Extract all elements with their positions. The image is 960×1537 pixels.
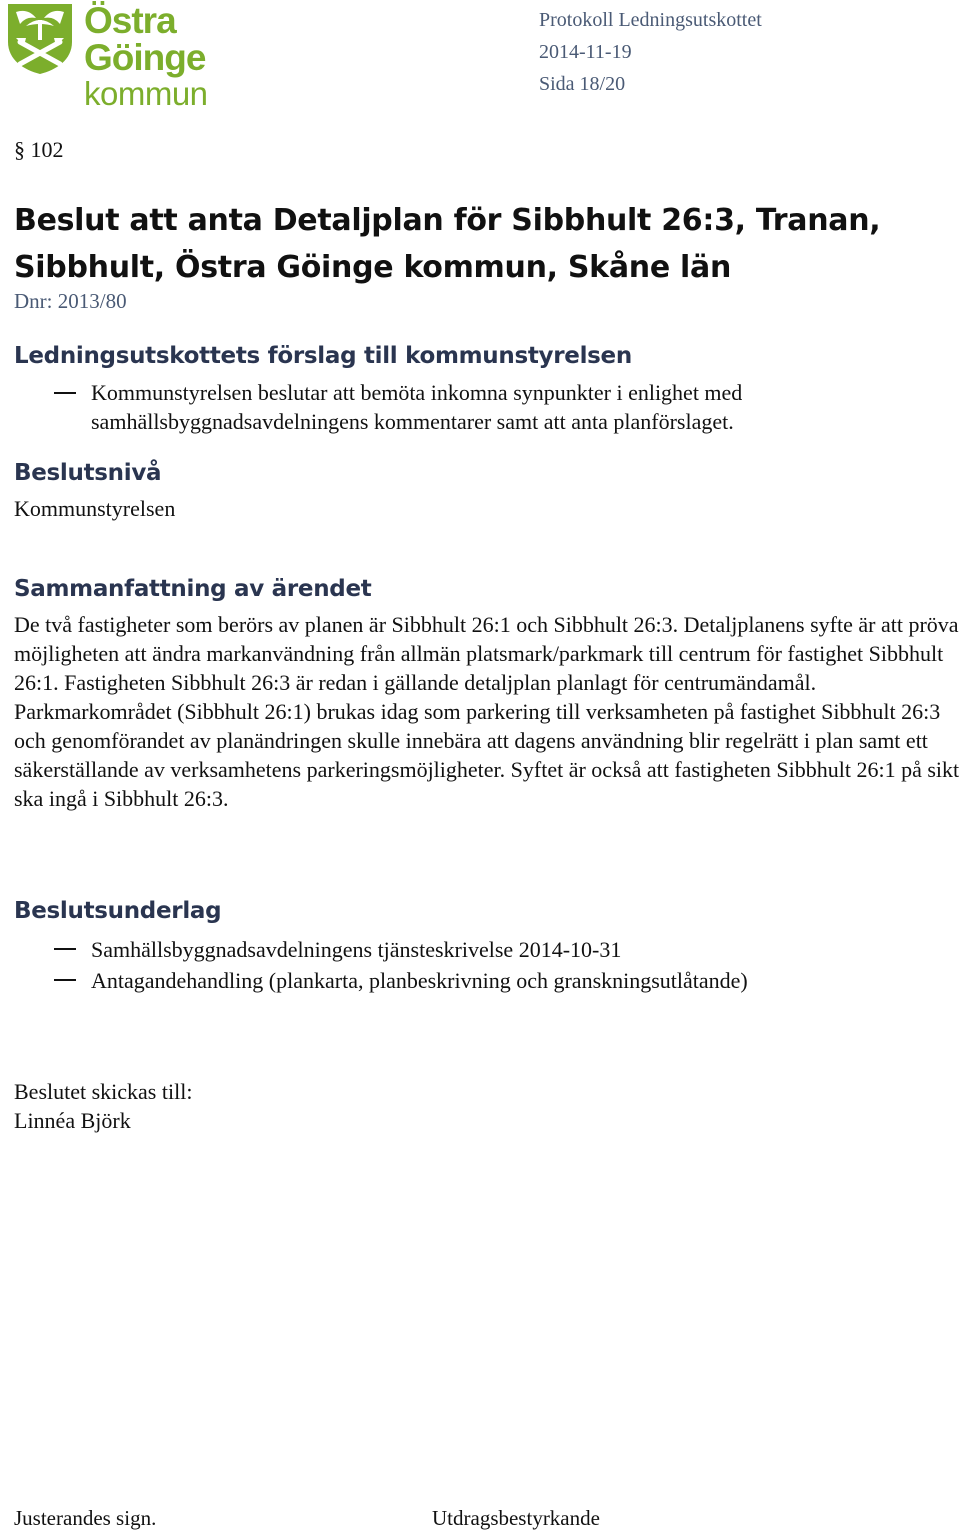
summary-heading: Sammanfattning av ärendet [14,576,372,602]
list-item [14,378,960,436]
logo-name-line2: kommun [84,75,208,112]
coat-of-arms-icon [6,2,76,76]
section-number: § 102 [14,137,64,162]
dash-bullet-icon [54,948,76,950]
decision-level-heading: Beslutsnivå [14,460,162,486]
distribution-block [14,1077,192,1135]
basis-heading: Beslutsunderlag [14,898,222,924]
list-item [14,934,960,965]
document-type: Protokoll Ledningsutskottet [539,9,762,31]
list-item [14,965,960,996]
dash-bullet-icon [54,979,76,981]
header-meta [539,4,762,100]
proposal-item-text: Kommunstyrelsen beslutar att bemöta inkomna synpunkter i enlighet med samhällsbyggnadsavdelningens kommentarer samt att anta planförslaget. [91,380,743,434]
dash-bullet-icon [54,392,76,394]
distribution-recipient: Linnéa Björk [14,1108,131,1133]
page-title: Beslut att anta Detaljplan för Sibbhult 26:3, Tranan, Sibbhult, Östra Göinge kommun, Skåne län [14,203,881,285]
basis-item-text: Antagandehandling (plankarta, planbeskrivning och granskningsutlåtande) [91,968,748,993]
summary-text: De två fastigheter som berörs av planen är Sibbhult 26:1 och Sibbhult 26:3. Detaljplanens syfte är att pröva möjligheten att ändra markanvändning från allmän platsmark/parkmark till centrum för fastighet Sibbhult 26:1. Fastigheten Sibbhult 26:3 är redan i gällande detaljplan planlagt för centrumändamål. Parkmarkområdet (Sibbhult 26:1) brukas idag som parkering till verksamheten på fastighet Sibbhult 26:3 och genomförandet av planändringen skulle innebära att dagens användning blir regelrätt i plan samt ett säkerställande av verksamhetens parkeringsmöjligheter. Syftet är också att fastigheten Sibbhult 26:1 på sikt ska ingå i Sibbhult 26:3. [14,612,960,811]
basis-list [14,934,960,996]
proposal-heading: Ledningsutskottets förslag till kommunstyrelsen [14,343,632,369]
municipality-logo [6,0,306,112]
footer-certification-label: Utdragsbestyrkande [432,1506,600,1530]
decision-level-value: Kommunstyrelsen [14,496,176,521]
case-number: Dnr: 2013/80 [14,289,127,313]
proposal-list [14,378,960,436]
footer-signature-label: Justerandes sign. [14,1506,157,1530]
page-number: Sida 18/20 [539,73,626,95]
logo-name-line1: Östra Göinge [84,0,206,78]
distribution-label: Beslutet skickas till: [14,1079,193,1104]
document-date: 2014-11-19 [539,41,632,63]
basis-item-text: Samhällsbyggnadsavdelningens tjänsteskrivelse 2014-10-31 [91,937,622,962]
